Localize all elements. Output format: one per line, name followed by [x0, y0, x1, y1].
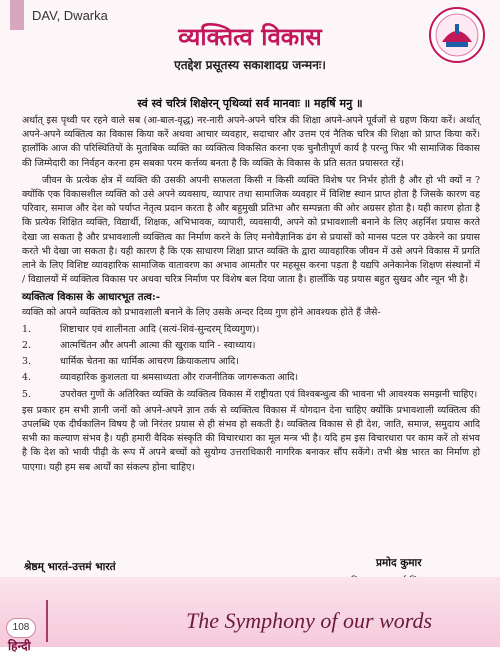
language-label: हिन्दी	[8, 639, 31, 653]
list-item-number: 5.	[22, 388, 31, 400]
list-item	[22, 371, 480, 385]
list-item	[22, 388, 480, 402]
section-intro: व्यक्ति को अपने व्यक्तित्व को प्रभावशाली बनाने के लिए उसके अन्दर दिव्य गुण होने आवश्यक होते हैं जैसे-	[22, 306, 381, 318]
list-item-number: 1.	[22, 323, 31, 335]
page-number: 108	[6, 618, 36, 638]
list-item-text: उपरोक्त गुणों के अतिरिक्त व्यक्ति के व्यक्तित्व विकास में राष्ट्रीयता एवं विश्वबन्धुत्व की भावना भी आवश्यक समझनी चाहिए।	[60, 388, 478, 400]
paragraph-2: जीवन के प्रत्येक क्षेत्र में व्यक्ति की उसकी अपनी सफलता किसी न किसी व्यक्ति विशेष पर निर्भर होती है और हो भी क्यों न ? क्योंकि एक विकासशील व्यक्ति को उसे अपने व्यवसाय, व्यापार तथा सामाजिक व्यवहार में विशिष्ट स्थान प्राप्त होता है जिसके कारण वह परिवार, समाज और देश को पर्याप्त नेतृत्व प्रदान करता है और बहुमुखी प्रतिभा और सम्पन्नता की ओर अग्रसर होता है। यही कारण होता है कि प्रत्येक शिक्षित व्यक्ति, विद्यार्थी, शिक्षक, अभिभावक, व्यापारी, व्यवसायी, अपने को प्रभावशाली बनाने के लिए अहर्निश प्रयास करते देखा जा सकता है और प्रभावशाली व्यक्तित्व का निर्माण करने के लिए मनोवैज्ञानिक ढंग से प्रयासों को मानस पटल पर उकेरने का प्रयास करते भी देखा जा सकता है। यही कारण है कि एक साधारण शिक्षा प्राप्त व्यक्ति के द्वारा व्यावहारिक जीवन में उसे अपने विकास में प्रगति लाने के लिए विशिष्ट व्यावहारिक सामाजिक वातावरण का अभाव आमतौर पर महसूस करना पड़ता है यद्यपि अनेकानेक शिक्षण संस्थानों में / विद्यालयों में व्यक्तित्व विकास पर अथवा चरित्र निर्माण पर विशेष बल दिया जाता है। हालाँकि यह प्रयास बहुत सुखद और न्यून भी है।	[22, 174, 480, 286]
section-heading: व्यक्तित्व विकास के आधारभूत तत्व:-	[22, 291, 160, 304]
list-item-number: 2.	[22, 340, 31, 352]
paragraph-1: अर्थात् इस पृथ्वी पर रहने वाले सब (आ-बाल-वृद्ध) नर-नारी अपने-अपने चरित्र की शिक्षा अपने-अपने पूर्वजों से ग्रहण किया करें। अर्थात् अपने-अपने व्यक्तित्व का विकास किया करें अथवा आचार व्यवहार, सदाचार और उत्तम एवं नैतिक चरित्र की शिक्षा को प्राप्त किया करें। हालाँकि आज की परिस्थितियों के मुताबिक व्यक्ति का व्यक्तित्व विकसित करना एक चुनौतीपूर्ण कार्य है परन्तु फिर भी सामाजिक विकास की जिम्मेदारी का निर्वहन करना हम सबका परम कर्त्तव्य बनता है कि व्यक्ति के विकास के प्रति सतत प्रयासरत रहें।	[22, 115, 480, 169]
list-item-number: 3.	[22, 356, 31, 368]
verse: स्वं स्वं चरित्रं शिक्षेरन् पृथिव्यां सर्व मानवाः ॥ महर्षि मनु ॥	[137, 97, 363, 110]
page-subtitle: एतद्देश प्रसूतस्य सकाशादग्र जन्मनः।	[174, 58, 326, 72]
list-item-text: शिष्टाचार एवं शालीनता आदि (सत्यं-शिवं-सुन्दरम् दिव्यगुण)।	[60, 323, 260, 335]
page-title: व्यक्तित्व विकास	[178, 23, 322, 51]
motto: श्रेष्ठम् भारतं-उत्तमं भारतं	[24, 561, 116, 573]
footer-divider	[46, 600, 48, 642]
list-item	[22, 323, 480, 337]
list-item-text: व्यावहारिक कुशलता या श्रमसाध्यता और राजनीतिक जागरूकता आदि।	[60, 372, 299, 384]
closing-paragraph: इस प्रकार हम सभी ज्ञानी जनों को अपने-अपने ज्ञान तर्क से व्यक्तित्व विकास में योगदान देना चाहिए क्योंकि प्रभावशाली व्यक्तित्व की उपलब्धि एक दीर्घकालिन विषय है जो निरंतर प्रयास से ही संभव हो सकती है। व्यक्तित्व विकास से ही देश, जाति, समाज, समुदाय आदि सभी का कल्याण संभव है। यही हमारी वैदिक संस्कृति की विचारधारा का मूल मन्त्र भी है। यदि हम इस विचारधारा पर काम करें तो संभव है कि देश को भावी पीढ़ी के रूप में अपने बच्चों को सुयोग्य उत्तराधिकारी नागरिक बनाकर सौंप सकेंगे। तभी श्रेष्ठ भारत का निर्माण हो पाएगा। यही हम सब आर्यों का संकल्प होना चाहिए।	[22, 404, 480, 473]
list-item-number: 4.	[22, 372, 31, 384]
list-item-text: आत्मचिंतन और अपनी आत्मा की खुराक यानि - स्वाध्याय।	[60, 340, 256, 352]
author-name: प्रमोद कुमार	[376, 557, 422, 569]
footer-tagline: The Symphony of our words	[186, 608, 433, 633]
list-item-text: धार्मिक चेतना का धार्मिक आचरण क्रियाकलाप आदि।	[60, 356, 239, 368]
elements-list	[22, 323, 480, 402]
article-body	[22, 114, 480, 478]
list-item	[22, 339, 480, 353]
list-item	[22, 355, 480, 369]
school-name: DAV, Dwarka	[10, 8, 108, 23]
